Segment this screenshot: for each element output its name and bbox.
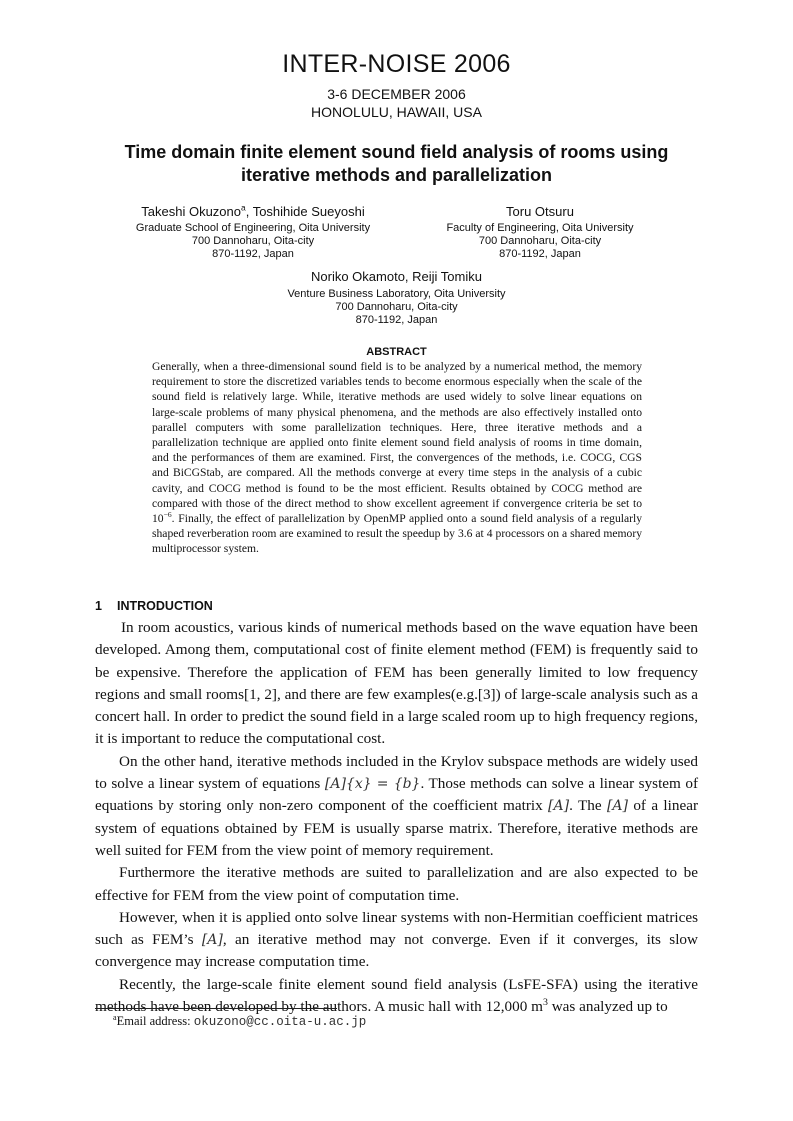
paragraph: On the other hand, iterative methods included in the Krylov subspace methods are widely used to solve a linear system of equations [A]{x} = {b}. Those methods can solve a linear system of equations by storing only non-zero component of the coefficient matrix [A]. The [A] of a linear system of equations obtained by FEM is usually sparse matrix. Therefore, iterative methods are well suited for FEM from the view point of memory requirement. (95, 752, 699, 859)
footnote-divider (95, 1008, 337, 1009)
affiliation-middle (0, 288, 793, 327)
author-sueyoshi: , Toshihide Sueyoshi (245, 204, 365, 219)
author-footnote-mark: a (241, 202, 246, 213)
footnote-mark: a (113, 1012, 117, 1022)
footnote-email-link[interactable]: okuzono@cc.oita-u.ac.jp (193, 1015, 367, 1029)
paper-title-line-1: Time domain finite element sound field analysis of rooms using (124, 142, 669, 162)
conference-location: HONOLULU, HAWAII, USA (311, 104, 482, 120)
matrix-symbol: [A] (201, 932, 223, 949)
affiliation-right-institution: Faculty of Engineering, Oita University (446, 222, 634, 234)
conference-name: INTER-NOISE 2006 (282, 50, 511, 78)
paper-title-line-2: iterative methods and parallelization (240, 165, 553, 185)
affiliation-left-address: 700 Dannoharu, Oita-city (191, 235, 315, 247)
section-number: 1 (95, 599, 102, 613)
abstract-exponent-base: 10 (152, 512, 164, 526)
matrix-symbol: [A] (548, 798, 570, 815)
abstract-text (152, 359, 642, 557)
section-title: INTRODUCTION (117, 599, 213, 613)
paragraph: In room acoustics, various kinds of numerical methods based on the wave equation have been developed. Among them, computational cost of finite element method (FEM) is frequently said to be expensive. Therefore the application of FEM has been generally limited to low frequency regions and small rooms[1, 2], and there are few examples(e.g.[3]) of large-scale analysis such as a concert hall. In order to predict the sound field in a large scaled room up to high frequency regions, it is important to reduce the computational cost. (95, 619, 698, 748)
author-okamoto-tomiku: Noriko Okamoto, Reiji Tomiku (311, 269, 482, 284)
paragraph: Furthermore the iterative methods are suited to parallelization and are also expected to be effective for FEM from the view point of computation time. (95, 864, 698, 904)
superscript-cubed: 3 (542, 996, 548, 1008)
author-otsuru: Toru Otsuru (506, 204, 574, 219)
footnote-label: Email address: (116, 1014, 194, 1028)
affiliation-middle-address: 700 Dannoharu, Oita-city (335, 301, 458, 313)
abstract-heading: ABSTRACT (366, 346, 427, 358)
paragraph: Recently, the large-scale finite element sound field analysis (LsFE-SFA) using the iterative methods have been developed by the authors. A music hall with 12,000 $m^3$ was analyzed up to (95, 975, 698, 1016)
author-left-names (118, 204, 388, 219)
affiliation-left-postal: 870-1192, Japan (212, 248, 294, 260)
introduction-body (95, 617, 698, 1018)
equation-inline: [A]{x} = {b} (324, 776, 421, 793)
abstract-exponent-power: −6 (163, 510, 172, 520)
affiliation-middle-institution: Venture Business Laboratory, Oita University (287, 288, 506, 300)
affiliation-middle-postal: 870-1192, Japan (355, 314, 438, 326)
affiliation-left (118, 222, 388, 261)
paragraph: However, when it is applied onto solve linear systems with non-Hermitian coefficient matrices such as FEM’s [A], an iterative method may not converge. Even if it converges, its slow convergence may increase computation time. (95, 908, 698, 971)
matrix-symbol: [A] (606, 798, 628, 815)
abstract-text-end: . Finally, the effect of parallelization by OpenMP applied onto a sound field analysis of a regularly shaped reverberation room are examined to result the speedup by 3.6 at 4 processors on a shared memory multiprocessor system. (152, 512, 642, 556)
affiliation-right-postal: 870-1192, Japan (499, 248, 581, 260)
affiliation-left-institution: Graduate School of Engineering, Oita University (135, 222, 371, 234)
author-okuzono: Takeshi Okuzono (141, 204, 241, 219)
footnote (113, 1014, 366, 1029)
abstract-text-main: Generally, when a three-dimensional sound field is to be analyzed by a numerical method, the memory requirement to store the discretized variables tends to become enormous especially when the scale of the sound field is relatively large. While, iterative methods are used widely to solve linear equations on large-scale problems of many physical phenomena, and the methods are also effectively installed onto parallel computers with some parallelization techniques. Here, three iterative methods and a parallelization technique are applied onto finite element sound field analysis of rooms in time domain, and the performances of them are examined. First, the convergences of the methods, i.e. COCG, CGS and BiCGStab, are compared. All the methods converge at every time steps in the analysis of a cubic cavity, and COCG method is found to be the most efficient. Results obtained by COCG method are compared with those of the direct method to show excellent agreement if convergence criteria be set to (152, 360, 642, 510)
affiliation-right-address: 700 Dannoharu, Oita-city (478, 235, 602, 247)
section-heading-introduction (95, 599, 213, 613)
conference-dates: 3-6 DECEMBER 2006 (327, 86, 466, 102)
affiliation-right (405, 222, 675, 261)
